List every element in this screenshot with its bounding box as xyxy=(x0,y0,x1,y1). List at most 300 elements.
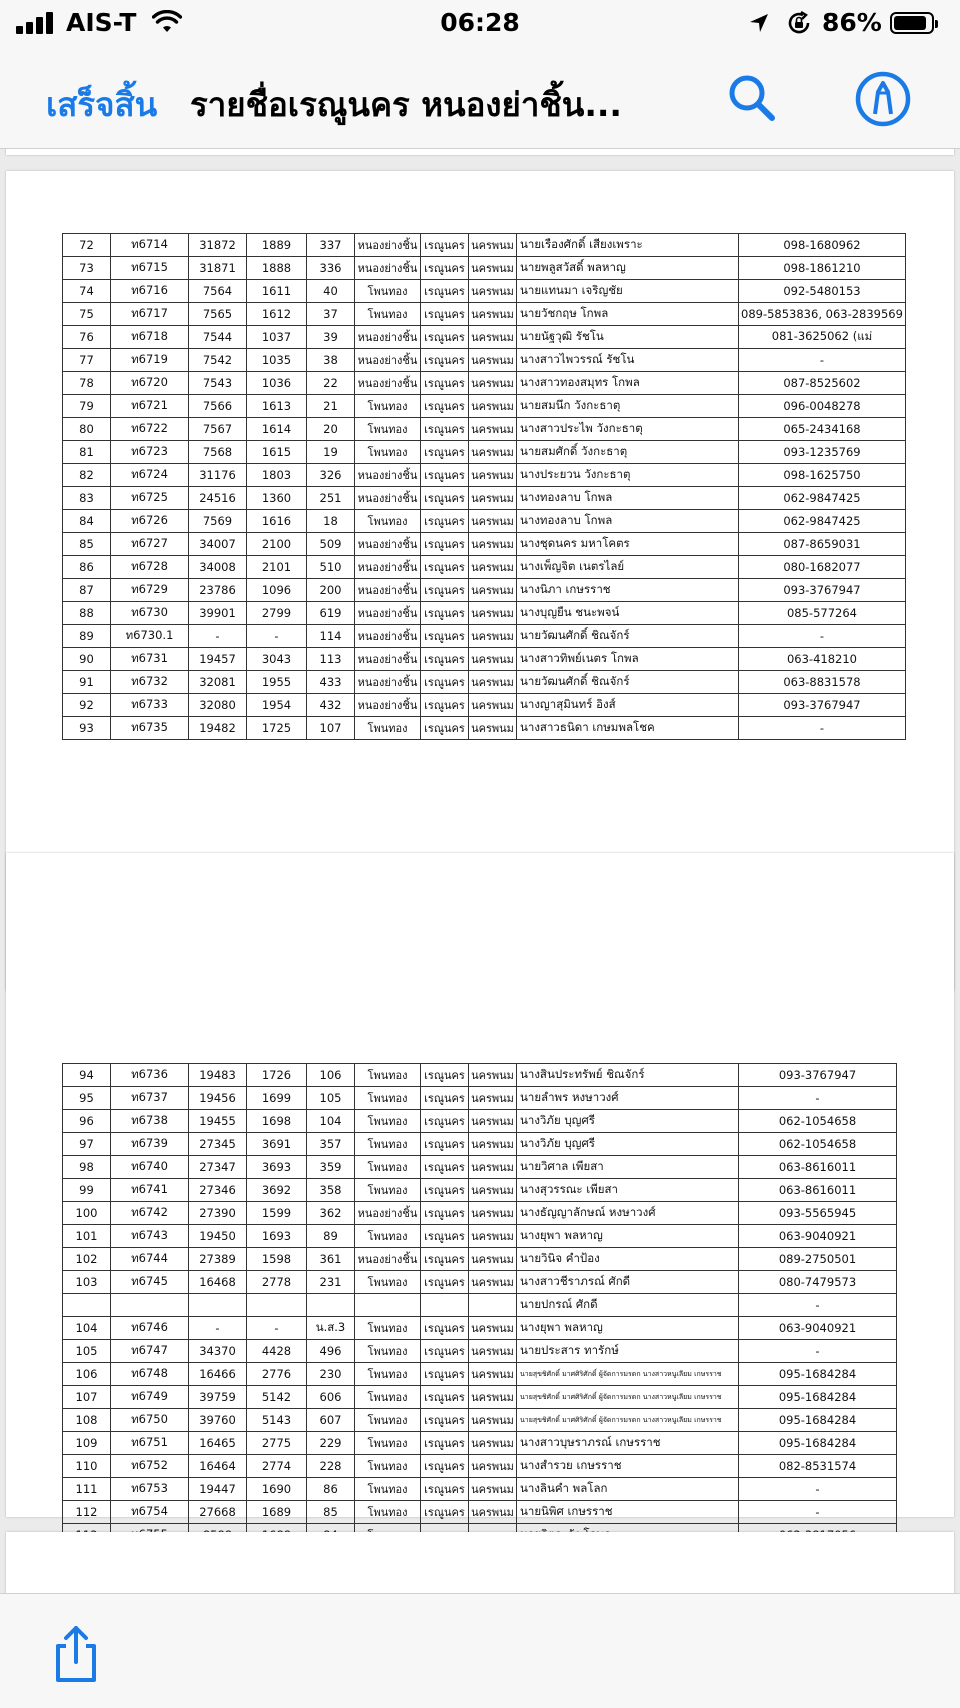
cell-book: 1037 xyxy=(247,326,307,349)
cell-district: เรณูนคร xyxy=(421,717,469,740)
done-button[interactable]: เสร็จสิ้น xyxy=(46,78,157,131)
cell-code: ท6745 xyxy=(111,1271,189,1294)
status-bar xyxy=(0,0,960,48)
cell-district: เรณูนคร xyxy=(421,1179,469,1202)
cell-district: เรณูนคร xyxy=(421,280,469,303)
cell-code: ท6717 xyxy=(111,303,189,326)
cell-owner-name: นายวัชกฤษ โกพล xyxy=(517,303,739,326)
cell-book: 3692 xyxy=(247,1179,307,1202)
cell-district: เรณูนคร xyxy=(421,1340,469,1363)
cell-parcel xyxy=(307,1294,355,1317)
cell-order: 85 xyxy=(63,533,111,556)
cell-province: นครพนม xyxy=(469,1110,517,1133)
cell-province: นครพนม xyxy=(469,1156,517,1179)
table-row xyxy=(63,579,906,602)
cell-phone: 063-8616011 xyxy=(739,1179,897,1202)
cell-book: 5142 xyxy=(247,1386,307,1409)
cell-parcel: 432 xyxy=(307,694,355,717)
cell-district: เรณูนคร xyxy=(421,1317,469,1340)
cell-order: 87 xyxy=(63,579,111,602)
cell-order: 99 xyxy=(63,1179,111,1202)
cell-book: 1726 xyxy=(247,1064,307,1087)
cell-deed-number: 31871 xyxy=(189,257,247,280)
cell-code: ท6747 xyxy=(111,1340,189,1363)
cell-deed-number: 27668 xyxy=(189,1501,247,1524)
cell-code: ท6735 xyxy=(111,717,189,740)
table-row xyxy=(63,1271,897,1294)
cell-district: เรณูนคร xyxy=(421,1064,469,1087)
cell-owner-name: นายสมศักดิ์ วังกะธาตุ xyxy=(517,441,739,464)
cell-parcel: 326 xyxy=(307,464,355,487)
table-row xyxy=(63,395,906,418)
cell-owner-name: นางชุดนคร มหาโคตร xyxy=(517,533,739,556)
cell-parcel: 361 xyxy=(307,1248,355,1271)
cell-book: 1616 xyxy=(247,510,307,533)
table-row xyxy=(63,487,906,510)
table-row xyxy=(63,556,906,579)
cell-deed-number: 7567 xyxy=(189,418,247,441)
cell-order: 97 xyxy=(63,1133,111,1156)
cell-book: 1888 xyxy=(247,257,307,280)
cell-district: เรณูนคร xyxy=(421,441,469,464)
cell-order: 112 xyxy=(63,1501,111,1524)
cell-code: ท6746 xyxy=(111,1317,189,1340)
cell-district: เรณูนคร xyxy=(421,533,469,556)
cell-code: ท6732 xyxy=(111,671,189,694)
cell-phone: 062-1054658 xyxy=(739,1110,897,1133)
cell-village: หนองย่างชิ้น xyxy=(355,1202,421,1225)
cell-district: เรณูนคร xyxy=(421,625,469,648)
cell-district: เรณูนคร xyxy=(421,556,469,579)
cell-village: หนองย่างชิ้น xyxy=(355,326,421,349)
cell-code: ท6730.1 xyxy=(111,625,189,648)
battery-icon xyxy=(890,12,934,34)
cell-deed-number: 27347 xyxy=(189,1156,247,1179)
cell-book: 1613 xyxy=(247,395,307,418)
cell-parcel: 606 xyxy=(307,1386,355,1409)
cell-parcel: 20 xyxy=(307,418,355,441)
cell-deed-number: 34370 xyxy=(189,1340,247,1363)
pdf-page xyxy=(6,1532,954,1593)
cell-owner-name: นางสาวทิพย์เนตร โกพล xyxy=(517,648,739,671)
cell-order: 109 xyxy=(63,1432,111,1455)
cell-phone: - xyxy=(739,1294,897,1317)
cell-village: โพนทอง xyxy=(355,1225,421,1248)
search-icon[interactable] xyxy=(724,70,780,126)
cell-book: 3691 xyxy=(247,1133,307,1156)
cell-deed-number: 27389 xyxy=(189,1248,247,1271)
table-row xyxy=(63,602,906,625)
cell-phone: - xyxy=(739,1087,897,1110)
cell-owner-name: นางสาวไพวรรณ์ รัชโน xyxy=(517,349,739,372)
cell-phone: 063-8831578 xyxy=(739,671,906,694)
cell-parcel: 21 xyxy=(307,395,355,418)
cell-phone: 093-5565945 xyxy=(739,1202,897,1225)
cell-owner-name: นายนิพิศ เกษรราช xyxy=(517,1501,739,1524)
cell-phone: 087-8525602 xyxy=(739,372,906,395)
cell-parcel: 113 xyxy=(307,648,355,671)
cell-parcel: 85 xyxy=(307,1501,355,1524)
cell-parcel: 104 xyxy=(307,1110,355,1133)
cell-deed-number: 16464 xyxy=(189,1455,247,1478)
cell-owner-name: นายเรืองศักดิ์ เสียงเพราะ xyxy=(517,234,739,257)
cell-village: หนองย่างชิ้น xyxy=(355,464,421,487)
cell-owner-name: นางวิภัย บุญศรี xyxy=(517,1133,739,1156)
cell-village: หนองย่างชิ้น xyxy=(355,349,421,372)
cell-deed-number: 16466 xyxy=(189,1363,247,1386)
table-row xyxy=(63,1455,897,1478)
cell-code: ท6719 xyxy=(111,349,189,372)
cell-owner-name: นายวินิจ คำป้อง xyxy=(517,1248,739,1271)
cell-province: นครพนม xyxy=(469,464,517,487)
cell-book: 1725 xyxy=(247,717,307,740)
cell-district: เรณูนคร xyxy=(421,1156,469,1179)
cell-phone: 098-1625750 xyxy=(739,464,906,487)
cell-order: 82 xyxy=(63,464,111,487)
cell-deed-number: 7543 xyxy=(189,372,247,395)
cell-village: หนองย่างชิ้น xyxy=(355,579,421,602)
cell-order: 106 xyxy=(63,1363,111,1386)
cell-district: เรณูนคร xyxy=(421,579,469,602)
table-row xyxy=(63,533,906,556)
cell-province xyxy=(469,1294,517,1317)
cell-district: เรณูนคร xyxy=(421,418,469,441)
cell-order: 73 xyxy=(63,257,111,280)
cell-order: 88 xyxy=(63,602,111,625)
cell-parcel: 362 xyxy=(307,1202,355,1225)
cell-book: - xyxy=(247,625,307,648)
cell-order: 75 xyxy=(63,303,111,326)
cell-parcel: 200 xyxy=(307,579,355,602)
cell-owner-name: นางญาสุมินทร์ อิงส์ xyxy=(517,694,739,717)
cell-order: 72 xyxy=(63,234,111,257)
cell-order: 108 xyxy=(63,1409,111,1432)
cell-book: 4428 xyxy=(247,1340,307,1363)
cell-phone: 085-577264 xyxy=(739,602,906,625)
table-row xyxy=(63,418,906,441)
cell-book: 1360 xyxy=(247,487,307,510)
cell-order: 91 xyxy=(63,671,111,694)
cell-phone: 093-1235769 xyxy=(739,441,906,464)
cell-phone: - xyxy=(739,1340,897,1363)
cell-code: ท6736 xyxy=(111,1064,189,1087)
cell-parcel: 39 xyxy=(307,326,355,349)
cell-code: ท6744 xyxy=(111,1248,189,1271)
cell-code: ท6727 xyxy=(111,533,189,556)
cell-order: 93 xyxy=(63,717,111,740)
cell-code: ท6714 xyxy=(111,234,189,257)
cell-owner-name: นางประยวน วังกะธาตุ xyxy=(517,464,739,487)
pdf-page xyxy=(6,149,954,155)
cell-village: โพนทอง xyxy=(355,1087,421,1110)
cell-parcel: 231 xyxy=(307,1271,355,1294)
cell-owner-name: นางสาวชีราภรณ์ ศักดี xyxy=(517,1271,739,1294)
cell-village: หนองย่างชิ้น xyxy=(355,602,421,625)
cell-parcel: 86 xyxy=(307,1478,355,1501)
cell-province: นครพนม xyxy=(469,602,517,625)
cell-province: นครพนม xyxy=(469,234,517,257)
cell-order: 100 xyxy=(63,1202,111,1225)
table-row xyxy=(63,1294,897,1317)
cell-phone: 065-2434168 xyxy=(739,418,906,441)
cell-village xyxy=(355,1294,421,1317)
cell-owner-name: นายปกรณ์ ศักดี xyxy=(517,1294,739,1317)
cell-book: 1615 xyxy=(247,441,307,464)
cell-code: ท6726 xyxy=(111,510,189,533)
cell-district: เรณูนคร xyxy=(421,395,469,418)
cell-deed-number: 7564 xyxy=(189,280,247,303)
cell-village: หนองย่างชิ้น xyxy=(355,625,421,648)
document-viewer[interactable] xyxy=(0,149,960,1593)
cell-parcel: 336 xyxy=(307,257,355,280)
cell-book: 1612 xyxy=(247,303,307,326)
cell-province: นครพนม xyxy=(469,1133,517,1156)
cell-province: นครพนม xyxy=(469,303,517,326)
cell-book: 1889 xyxy=(247,234,307,257)
cell-phone: 081-3625062 (แม่ xyxy=(739,326,906,349)
cell-order: 102 xyxy=(63,1248,111,1271)
cell-phone: 062-1054658 xyxy=(739,1133,897,1156)
cell-province: นครพนม xyxy=(469,1409,517,1432)
cell-deed-number: 39760 xyxy=(189,1409,247,1432)
cell-code: ท6721 xyxy=(111,395,189,418)
cell-order: 78 xyxy=(63,372,111,395)
cell-village: หนองย่างชิ้น xyxy=(355,556,421,579)
cell-province: นครพนม xyxy=(469,1202,517,1225)
cell-book: 1096 xyxy=(247,579,307,602)
cell-province: นครพนม xyxy=(469,487,517,510)
cell-owner-name: นางสินประทรัพย์ ชิณจักร์ xyxy=(517,1064,739,1087)
cell-order: 111 xyxy=(63,1478,111,1501)
cell-village: โพนทอง xyxy=(355,1064,421,1087)
cell-phone: 096-0048278 xyxy=(739,395,906,418)
cell-order: 105 xyxy=(63,1340,111,1363)
cell-book: 5143 xyxy=(247,1409,307,1432)
cell-owner-name: นางสาวธนิดา เกษมพลโชค xyxy=(517,717,739,740)
cell-deed-number: 27345 xyxy=(189,1133,247,1156)
cell-book: 1690 xyxy=(247,1478,307,1501)
cell-parcel: 37 xyxy=(307,303,355,326)
cell-code: ท6725 xyxy=(111,487,189,510)
cell-owner-name: นางนิภา เกษรราช xyxy=(517,579,739,602)
cell-parcel: 18 xyxy=(307,510,355,533)
cell-deed-number: 7566 xyxy=(189,395,247,418)
cell-district: เรณูนคร xyxy=(421,1432,469,1455)
cell-book: 2799 xyxy=(247,602,307,625)
cell-order xyxy=(63,1294,111,1317)
cell-phone: 089-2750501 xyxy=(739,1248,897,1271)
cell-village: โพนทอง xyxy=(355,1179,421,1202)
table-row xyxy=(63,1133,897,1156)
cell-province: นครพนม xyxy=(469,1386,517,1409)
cell-phone: 080-7479573 xyxy=(739,1271,897,1294)
cell-deed-number: 7542 xyxy=(189,349,247,372)
cell-deed-number: 34008 xyxy=(189,556,247,579)
cell-parcel: น.ส.3 xyxy=(307,1317,355,1340)
cell-order: 96 xyxy=(63,1110,111,1133)
table-row xyxy=(63,1064,897,1087)
navigation-bar xyxy=(0,48,960,149)
cell-district: เรณูนคร xyxy=(421,602,469,625)
cell-village: โพนทอง xyxy=(355,1363,421,1386)
cell-village: โพนทอง xyxy=(355,1455,421,1478)
cell-district: เรณูนคร xyxy=(421,487,469,510)
cell-owner-name: นายสมนึก วังกะธาตุ xyxy=(517,395,739,418)
cell-book: 2776 xyxy=(247,1363,307,1386)
cell-deed-number: 19450 xyxy=(189,1225,247,1248)
cell-parcel: 509 xyxy=(307,533,355,556)
cell-order: 86 xyxy=(63,556,111,579)
roster-table xyxy=(62,1063,897,1570)
cell-owner-name: นางลินคำ พลโลก xyxy=(517,1478,739,1501)
cell-order: 95 xyxy=(63,1087,111,1110)
cell-order: 103 xyxy=(63,1271,111,1294)
cell-district: เรณูนคร xyxy=(421,1409,469,1432)
cell-district: เรณูนคร xyxy=(421,257,469,280)
cell-province: นครพนม xyxy=(469,694,517,717)
cell-order: 80 xyxy=(63,418,111,441)
cell-order: 101 xyxy=(63,1225,111,1248)
cell-deed-number: 34007 xyxy=(189,533,247,556)
cell-code: ท6750 xyxy=(111,1409,189,1432)
cell-parcel: 496 xyxy=(307,1340,355,1363)
cell-district: เรณูนคร xyxy=(421,1455,469,1478)
cell-code: ท6743 xyxy=(111,1225,189,1248)
cell-book: 1803 xyxy=(247,464,307,487)
cell-province: นครพนม xyxy=(469,533,517,556)
cell-village: โพนทอง xyxy=(355,1501,421,1524)
cell-order: 110 xyxy=(63,1455,111,1478)
cell-phone: 063-9040921 xyxy=(739,1225,897,1248)
cell-order: 94 xyxy=(63,1064,111,1087)
cell-phone: 087-8659031 xyxy=(739,533,906,556)
table-row xyxy=(63,1340,897,1363)
cell-district: เรณูนคร xyxy=(421,1225,469,1248)
cell-province: นครพนม xyxy=(469,418,517,441)
cell-province: นครพนม xyxy=(469,1478,517,1501)
cell-province: นครพนม xyxy=(469,326,517,349)
cell-phone: 080-1682077 xyxy=(739,556,906,579)
cell-book: 2778 xyxy=(247,1271,307,1294)
cell-village: โพนทอง xyxy=(355,1156,421,1179)
cell-district: เรณูนคร xyxy=(421,1133,469,1156)
table-row xyxy=(63,280,906,303)
cell-code: ท6754 xyxy=(111,1501,189,1524)
cell-owner-name: นางสาวบุษราภรณ์ เกษรราช xyxy=(517,1432,739,1455)
carrier-label: AIS-T xyxy=(66,8,137,37)
clock: 06:28 xyxy=(440,8,520,37)
cell-book: 1036 xyxy=(247,372,307,395)
cell-district: เรณูนคร xyxy=(421,648,469,671)
cell-owner-name: นายพลูสวัสดิ์ พลหาญ xyxy=(517,257,739,280)
cell-book xyxy=(247,1294,307,1317)
cell-code: ท6733 xyxy=(111,694,189,717)
pdf-page xyxy=(6,853,954,1517)
cell-province: นครพนม xyxy=(469,349,517,372)
cell-order: 107 xyxy=(63,1386,111,1409)
cell-deed-number xyxy=(189,1294,247,1317)
cell-deed-number: 16468 xyxy=(189,1271,247,1294)
cell-phone: 062-9847425 xyxy=(739,487,906,510)
cell-code: ท6742 xyxy=(111,1202,189,1225)
markup-icon[interactable] xyxy=(854,70,912,128)
cell-owner-name: นางยุพา พลหาญ xyxy=(517,1225,739,1248)
cell-code: ท6731 xyxy=(111,648,189,671)
cell-district: เรณูนคร xyxy=(421,671,469,694)
cell-parcel: 114 xyxy=(307,625,355,648)
cell-parcel: 229 xyxy=(307,1432,355,1455)
cell-owner-name: นายวัฒนศักดิ์ ชิณจักร์ xyxy=(517,625,739,648)
cell-owner-name: นางสาวประไพ วังกะธาตุ xyxy=(517,418,739,441)
table-row xyxy=(63,1386,897,1409)
cell-code: ท6720 xyxy=(111,372,189,395)
cell-phone: 062-9847425 xyxy=(739,510,906,533)
table-row xyxy=(63,1432,897,1455)
cell-code: ท6737 xyxy=(111,1087,189,1110)
cell-village: โพนทอง xyxy=(355,1133,421,1156)
cell-deed-number: 24516 xyxy=(189,487,247,510)
cell-phone: 095-1684284 xyxy=(739,1409,897,1432)
cell-deed-number: 19483 xyxy=(189,1064,247,1087)
cell-parcel: 22 xyxy=(307,372,355,395)
table-row xyxy=(63,1225,897,1248)
cell-order: 92 xyxy=(63,694,111,717)
cell-deed-number: 31872 xyxy=(189,234,247,257)
location-icon xyxy=(748,12,770,34)
cell-village: โพนทอง xyxy=(355,418,421,441)
cell-parcel: 228 xyxy=(307,1455,355,1478)
table-row xyxy=(63,625,906,648)
cell-village: หนองย่างชิ้น xyxy=(355,234,421,257)
cell-district: เรณูนคร xyxy=(421,1271,469,1294)
cell-order: 89 xyxy=(63,625,111,648)
cell-phone: 093-3767947 xyxy=(739,1064,897,1087)
cell-owner-name: นางสำรวย เกษรราช xyxy=(517,1455,739,1478)
cell-province: นครพนม xyxy=(469,579,517,602)
cell-district: เรณูนคร xyxy=(421,1501,469,1524)
cell-code: ท6730 xyxy=(111,602,189,625)
cell-deed-number: 19456 xyxy=(189,1087,247,1110)
cell-book: 1698 xyxy=(247,1110,307,1133)
cell-province: นครพนม xyxy=(469,1179,517,1202)
table-row xyxy=(63,671,906,694)
cell-deed-number: 32081 xyxy=(189,671,247,694)
cell-book: 1614 xyxy=(247,418,307,441)
share-icon[interactable] xyxy=(50,1624,102,1684)
cell-village: หนองย่างชิ้น xyxy=(355,372,421,395)
cell-deed-number: 19455 xyxy=(189,1110,247,1133)
cell-province: นครพนม xyxy=(469,625,517,648)
cell-province: นครพนม xyxy=(469,1455,517,1478)
cell-village: โพนทอง xyxy=(355,1317,421,1340)
cell-deed-number: - xyxy=(189,625,247,648)
cell-code: ท6739 xyxy=(111,1133,189,1156)
cell-province: นครพนม xyxy=(469,257,517,280)
cell-province: นครพนม xyxy=(469,372,517,395)
cell-district: เรณูนคร xyxy=(421,1248,469,1271)
cell-book: 1598 xyxy=(247,1248,307,1271)
roster-table xyxy=(62,233,906,740)
cell-code: ท6751 xyxy=(111,1432,189,1455)
cell-phone: - xyxy=(739,717,906,740)
cell-code: ท6753 xyxy=(111,1478,189,1501)
cell-village: โพนทอง xyxy=(355,1409,421,1432)
cell-deed-number: 7569 xyxy=(189,510,247,533)
cell-code: ท6748 xyxy=(111,1363,189,1386)
cell-province: นครพนม xyxy=(469,1248,517,1271)
cell-phone: 098-1680962 xyxy=(739,234,906,257)
cell-book: 1599 xyxy=(247,1202,307,1225)
